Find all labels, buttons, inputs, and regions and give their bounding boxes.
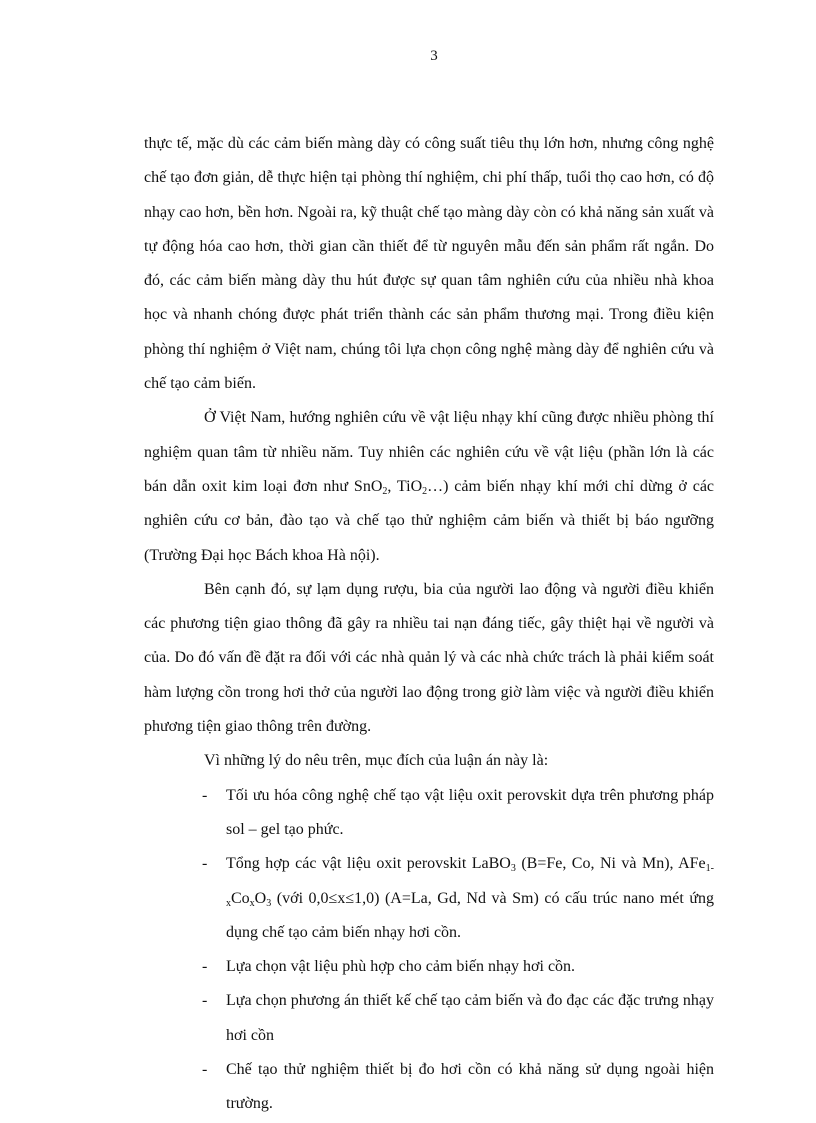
- purpose-list-item: [144, 779, 714, 848]
- subscript: x: [249, 897, 255, 909]
- subscript: 1-x: [226, 863, 714, 909]
- purpose-list-item: [144, 950, 714, 984]
- text-run: Bên cạnh đó, sự lạm dụng rượu, bia của người lao động và người điều khiển các phương tiện giao thông đã gây ra nhiều tai nạn đáng tiếc, gây thiệt hại về người và của. Do đó vấn đề đặt ra đối với các nhà quản lý và các nhà chức trách là phải kiểm soát hàm lượng cồn trong hơi thở của người lao động trong giờ làm việc và người điều khiển phương tiện giao thông trên đường.: [144, 580, 714, 736]
- paragraph: [144, 127, 714, 401]
- bullet-dash: -: [202, 786, 208, 804]
- purpose-list-item: [144, 984, 714, 1053]
- document-body: [144, 127, 714, 1122]
- subscript: 2: [382, 485, 388, 497]
- text-run: (với 0,0≤x≤1,0) (A=La, Gd, Nd và Sm) có cấu trúc nano mét ứng dụng chế tạo cảm biến nhạy hơi cồn.: [226, 889, 714, 941]
- text-run: Tối ưu hóa công nghệ chế tạo vật liệu oxit perovskit dựa trên phương pháp sol – gel tạo phức.: [226, 786, 714, 838]
- paragraphs: [144, 127, 714, 744]
- text-run: Ở Việt Nam, hướng nghiên cứu về vật liệu nhạy khí cũng được nhiều phòng thí nghiệm quan tâm từ nhiều năm. Tuy nhiên các nghiên cứu về vật liệu (phần lớn là các bán dẫn oxit kim loại đơn như SnO: [144, 409, 714, 495]
- paragraph: [144, 401, 714, 572]
- text-run: Tổng hợp các vật liệu oxit perovskit LaBO: [226, 855, 511, 873]
- text-run: O: [254, 889, 267, 907]
- subscript: 3: [510, 863, 516, 875]
- text-run: thực tế, mặc dù các cảm biến màng dày có công suất tiêu thụ lớn hơn, nhưng công nghệ chế tạo đơn giản, dễ thực hiện tại phòng thí nghiệm, chi phí thấp, tuổi thọ cao hơn, có độ nhạy cao hơn, bền hơn. Ngoài ra, kỹ thuật chế tạo màng dày còn có khả năng sản xuất và tự động hóa cao hơn, thời gian cần thiết để từ nguyên mẫu đến sản phẩm rất ngắn. Do đó, các cảm biến màng dày thu hút được sự quan tâm nghiên cứu của nhiều nhà khoa học và nhanh chóng được phát triển thành các sản phẩm thương mại. Trong điều kiện phòng thí nghiệm ở Việt nam, chúng tôi lựa chọn công nghệ màng dày để nghiên cứu và chế tạo cảm biến.: [144, 135, 714, 393]
- text-run: (B=Fe, Co, Ni và Mn), AFe: [515, 855, 706, 873]
- text-run: Chế tạo thử nghiệm thiết bị đo hơi cồn có khả năng sử dụng ngoài hiện trường.: [226, 1061, 714, 1113]
- purpose-intro: Vì những lý do nêu trên, mục đích của luận án này là:: [204, 752, 549, 770]
- text-run: , TiO: [387, 477, 423, 495]
- bullet-dash: -: [202, 855, 208, 873]
- text-run: …) cảm biến nhạy khí mới chỉ dừng ở các nghiên cứu cơ bản, đào tạo và chế tạo thử nghiệm cảm biến và thiết bị báo ngưỡng (Trường Đại học Bách khoa Hà nội).: [144, 477, 715, 564]
- text-run: Lựa chọn vật liệu phù hợp cho cảm biến nhạy hơi cồn.: [226, 958, 576, 976]
- purpose-list: [144, 779, 714, 1122]
- bullet-dash: -: [202, 958, 208, 976]
- paragraph: [144, 573, 714, 744]
- text-run: Co: [231, 889, 250, 907]
- page-number: 3: [430, 48, 438, 64]
- purpose-list-item: [144, 847, 714, 950]
- text-run: Lựa chọn phương án thiết kế chế tạo cảm biến và đo đạc các đặc trưng nhạy hơi cồn: [226, 992, 714, 1044]
- subscript: 3: [266, 897, 272, 909]
- purpose-list-item: [144, 1053, 714, 1122]
- bullet-dash: -: [202, 992, 208, 1010]
- subscript: 2: [422, 485, 428, 497]
- bullet-dash: -: [202, 1061, 208, 1079]
